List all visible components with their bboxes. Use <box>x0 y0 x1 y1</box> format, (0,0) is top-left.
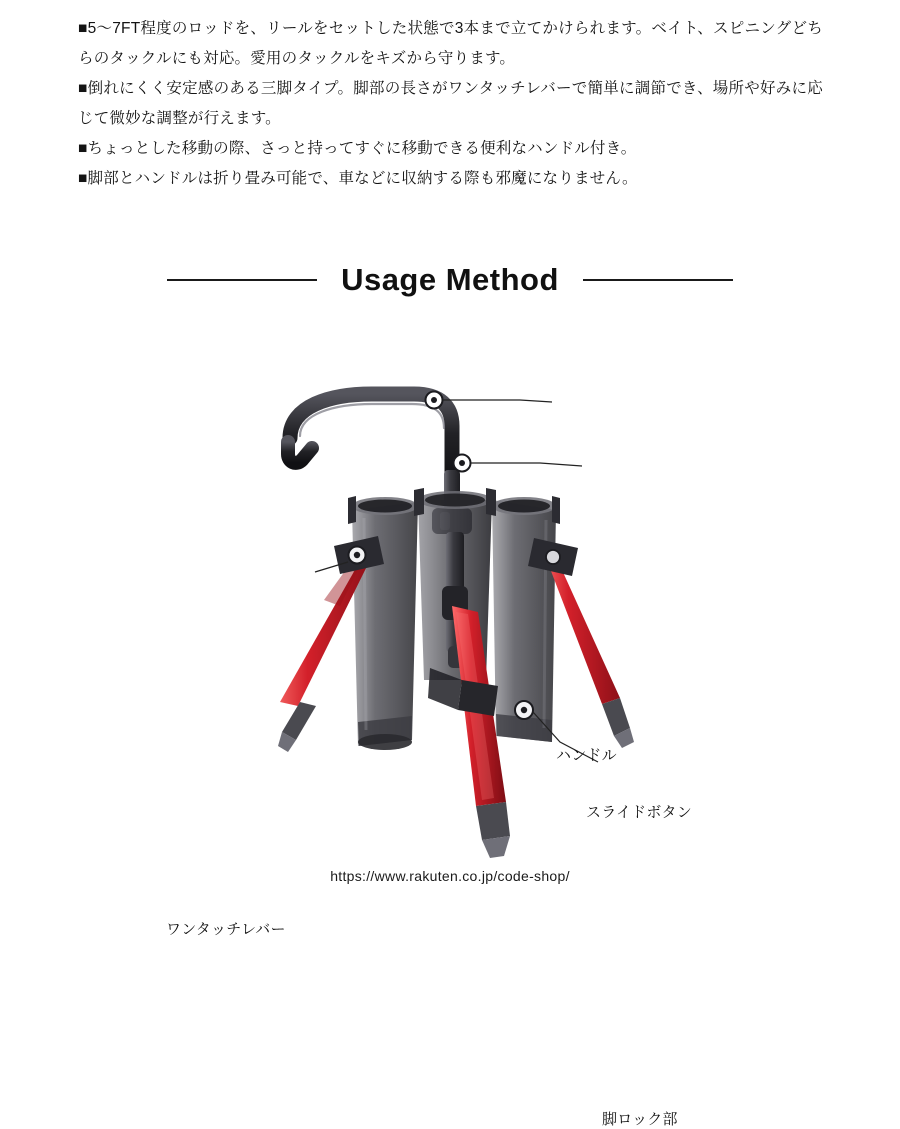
leg-right <box>546 558 634 748</box>
feature-item: ■ちょっとした移動の際、さっと持ってすぐに移動できる便利なハンドル付き。 <box>78 140 637 157</box>
feature-item: ■脚部とハンドルは折り畳み可能で、車などに収納する際も邪魔になりません。 <box>78 170 638 187</box>
heading-rule-left <box>167 279 317 281</box>
callout-label-slide-button: スライドボタン <box>586 804 692 821</box>
page-title: Usage Method <box>341 262 559 297</box>
footer-url: https://www.rakuten.co.jp/code-shop/ <box>330 868 570 884</box>
feature-item: ■倒れにくく安定感のある三脚タイプ。脚部の長さがワンタッチレバーで簡単に調節でき、場所や好みに応じて微妙な調整が行えます。 <box>78 80 823 127</box>
callout-label-handle: ハンドル <box>556 747 617 764</box>
callout-label-leg-lock: 脚ロック部 <box>602 1111 678 1128</box>
feature-item: ■5〜7FT程度のロッドを、リールをセットした状態で3本まで立てかけられます。ベイト、スピニングどちらのタックルにも対応。愛用のタックルをキズから守ります。 <box>78 20 823 67</box>
rod-tube-left <box>352 497 418 750</box>
heading-rule-right <box>583 279 733 281</box>
handle-part <box>288 394 452 482</box>
section-heading <box>0 262 900 298</box>
callout-label-one-touch-lever: ワンタッチレバー <box>166 921 286 938</box>
rod-stand-illustration <box>0 350 900 860</box>
feature-list <box>78 14 823 194</box>
